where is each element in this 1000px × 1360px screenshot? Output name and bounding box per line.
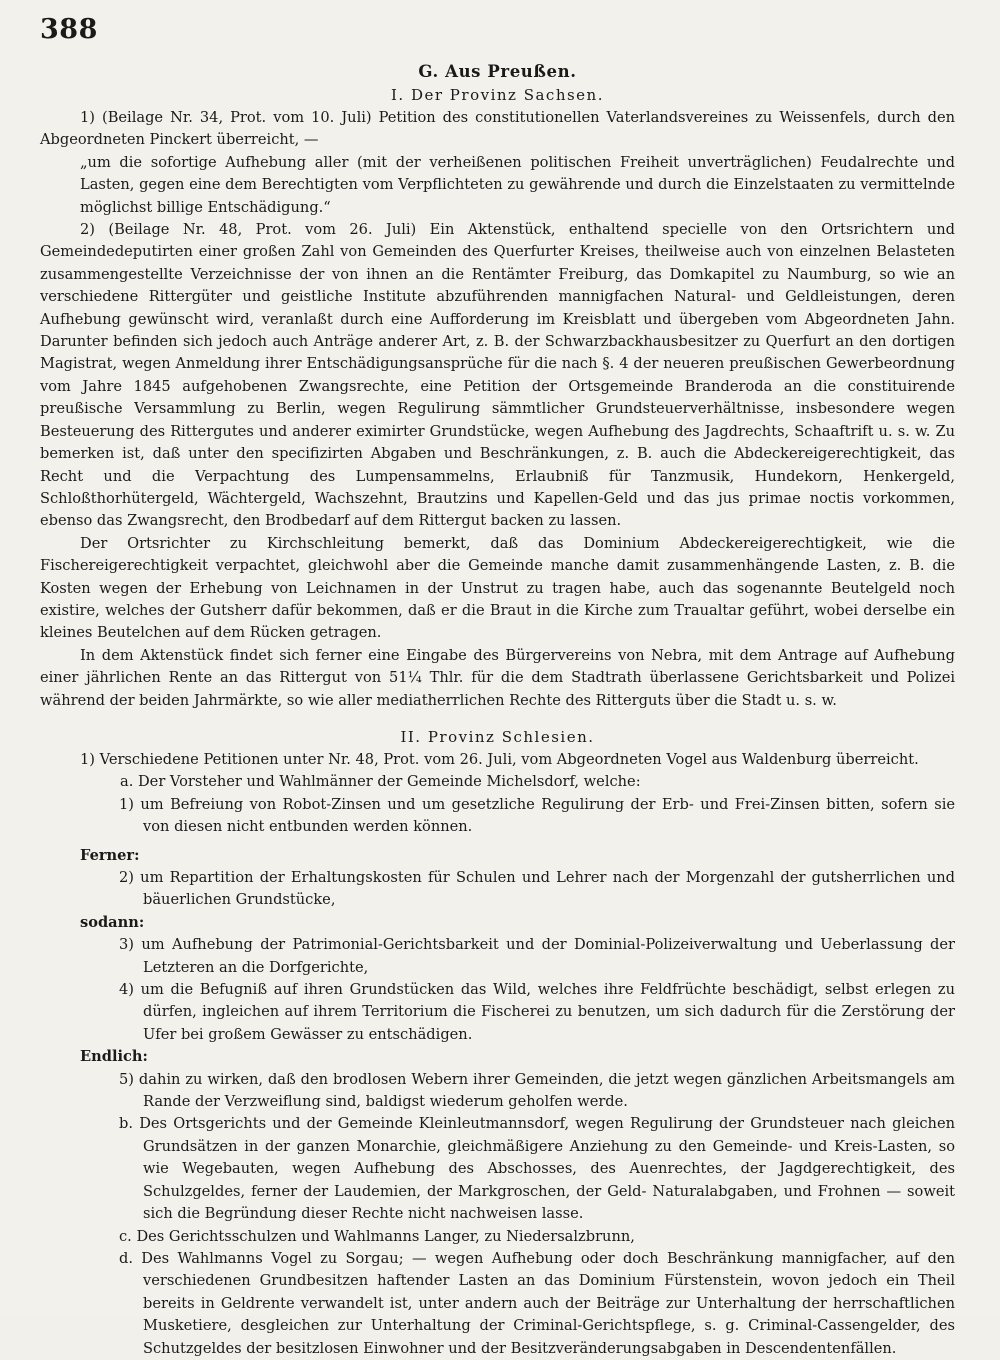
part1-paragraph-1: 1) (Beilage Nr. 34, Prot. vom 10. Juli) Petition des constitutionellen Vaterlandsvereines zu Weissenfels, durch den Abgeordneten Pinckert überreicht, — (40, 109, 955, 149)
part2-item-a4: 4) um die Befugniß auf ihren Grundstücken das Wild, welches ihre Feldfrüchte beschädigt, selbst erlegen zu dürfen, ingleichen auf ihrem Territorium die Fischerei zu benutzen, um sich dadurch für die Zerstörung der Ufer bei großem Gewässer zu entschädigen. (119, 981, 955, 1043)
part2-heading: II. Provinz Schlesien. (400, 727, 595, 746)
part2-item-a5: 5) dahin zu wirken, daß den brodlosen Webern ihrer Gemeinden, die jetzt wegen gänzlichen Arbeitsmangels am Rande der Verzweiflung sind, baldigst wiederum geholfen werde. (119, 1070, 955, 1111)
part2-item-a-intro: a. Der Vorsteher und Wahlmänner der Gemeinde Michelsdorf, welche: (120, 773, 641, 791)
page-number: 388 (40, 14, 98, 45)
section-heading: G. Aus Preußen. (418, 62, 577, 81)
page-content (40, 60, 955, 1360)
part1-paragraph-3: Der Ortsrichter zu Kirchschleitung bemerkt, daß das Dominium Abdeckereigerechtigkeit, wie die Fischereigerechtigkeit verpachtet, gleichwohl aber die Gemeinde manche damit zusammenhängende Lasten, z. B. die Kosten wegen der Erhebung von Leichnamen in der Unstrut zu tragen habe, auch das sogenannte Beutelgeld noch existire, welches der Gutsherr dafür bekommen, daß er die Braut in die Kirche zum Traualtar geführt, wobei derselbe ein kleines Beutelchen auf dem Rücken getragen. (40, 534, 955, 642)
part2-item-a2: 2) um Repartition der Erhaltungskosten für Schulen und Lehrer nach der Morgenzahl der gutsherrlichen und bäuerlichen Grundstücke, (119, 869, 955, 909)
part2-paragraph-1: 1) Verschiedene Petitionen unter Nr. 48, Prot. vom 26. Juli, vom Abgeordneten Vogel aus Waldenburg überreicht. (80, 750, 919, 768)
part1-paragraph-2: 2) (Beilage Nr. 48, Prot. vom 26. Juli) Ein Aktenstück, enthaltend specielle von den Ortsrichtern und Gemeindedeputirten einer großen Zahl von Gemeinden des Querfurter Kreises, theilweise auch von einzelnen Belasteten zusammengestellte Verzeichnisse der von ihnen an die Rentämter Freiburg, das Domkapitel zu Naumburg, so wie an verschiedene Rittergüter und geistliche Institute abzuführenden mannigfachen Natural- und Geldleistungen, deren Aufhebung gewünscht wird, veranlaßt durch eine Aufforderung im Kreisblatt und übergeben vom Abgeordneten Jahn. Darunter befinden sich jedoch auch Anträge anderer Art, z. B. der Schwarzbackhausbesitzer zu Querfurt an den dortigen Magistrat, wegen Anmeldung ihrer Entschädigungsansprüche für die nach §. 4 der neueren preußischen Gewerbeordnung vom Jahre 1845 aufgehobenen Zwangsrechte, eine Petition der Ortsgemeinde Branderoda an die constituirende preußische Versammlung zu Berlin, wegen Regulirung sämmtlicher Grundsteuerverhältnisse, insbesondere wegen Besteuerung des Rittergutes und anderer eximirter Grundstücke, wegen Aufhebung des Jagdrechts, Schaaftrift u. s. w. Zu bemerken ist, daß unter den specifizirten Abgaben und Beschränkungen, z. B. auch die Abdeckereigerechtigkeit, das Recht und die Verpachtung des Lumpensammelns, Erlaubniß für Tanzmusik, Hundekorn, Henkergeld, Schloßthorhütergeld, Wächtergeld, Wachszehnt, Brautzins und Kapellen-Geld und das jus primae noctis vorkommen, ebenso das Zwangsrecht, den Brodbedarf auf dem Rittergut backen zu lassen. (40, 221, 955, 530)
part2-item-a1: 1) um Befreiung von Robot-Zinsen und um gesetzliche Regulirung der Erb- und Frei-Zinsen bitten, sofern sie von diesen nicht entbunden werden können. (119, 795, 955, 836)
part2-item-b: b. Des Ortsgerichts und der Gemeinde Kleinleutmannsdorf, wegen Regulirung der Grundsteuer nach gleichen Grundsätzen in der ganzen Monarchie, gleichmäßigere Anziehung zu den Gemeinde- und Kreis-Lasten, so wie Wegebauten, wegen Aufhebung des Abschosses, des Auenrechtes, der Jagdgerechtigkeit, des Schulzgeldes, ferner der Laudemien, der Markgroschen, der Geld- Naturalabgaben, und Frohnen — soweit sich die Begründung dieser Rechte nicht nachweisen lasse. (119, 1115, 955, 1223)
label-endlich: Endlich: (80, 1048, 148, 1066)
part2-item-d: d. Des Wahlmanns Vogel zu Sorgau; — wegen Aufhebung oder doch Beschränkung mannigfacher, auf den verschiedenen Grundbesitzen haftender Lasten an das Dominium Fürstenstein, wovon jedoch ein Theil bereits in Geldrente verwandelt ist, unter andern auch der Beiträge zur Unterhaltung der herrschaftlichen Musketiere, desgleichen zur Unterhaltung der Criminal-Gerichtspflege, s. g. Criminal-Cassengelder, des Schutzgeldes der besitzlosen Einwohner und der Besitzveränderungsabgaben in Descendentenfällen. (119, 1249, 955, 1357)
label-sodann: sodann: (80, 913, 145, 931)
part1-heading: I. Der Provinz Sachsen. (391, 86, 604, 104)
part1-paragraph-4: In dem Aktenstück findet sich ferner eine Eingabe des Bürgervereins von Nebra, mit dem Antrage auf Aufhebung einer jährlichen Rente an das Rittergut von 51¼ Thlr. für die dem Stadtrath überlassene Gerichtsbarkeit und Polizei während der beiden Jahrmärkte, so wie aller mediatherrlichen Rechte des Ritterguts über die Stadt u. s. w. (40, 646, 955, 709)
part2-item-a3: 3) um Aufhebung der Patrimonial-Gerichtsbarkeit und der Dominial-Polizeiverwaltung und Ueberlassung der Letzteren an die Dorfgerichte, (119, 936, 955, 976)
part1-quote: „um die sofortige Aufhebung aller (mit der verheißenen politischen Freiheit unverträglichen) Feudalrechte und Lasten, gegen eine dem Berechtigten vom Verpflichteten zu gewährende und durch die Einzelstaaten zu vermittelnde möglichst billige Entschädigung.“ (80, 153, 955, 216)
part2-item-c: c. Des Gerichtsschulzen und Wahlmanns Langer, zu Niedersalzbrunn, (119, 1227, 635, 1245)
label-ferner: Ferner: (80, 846, 140, 864)
